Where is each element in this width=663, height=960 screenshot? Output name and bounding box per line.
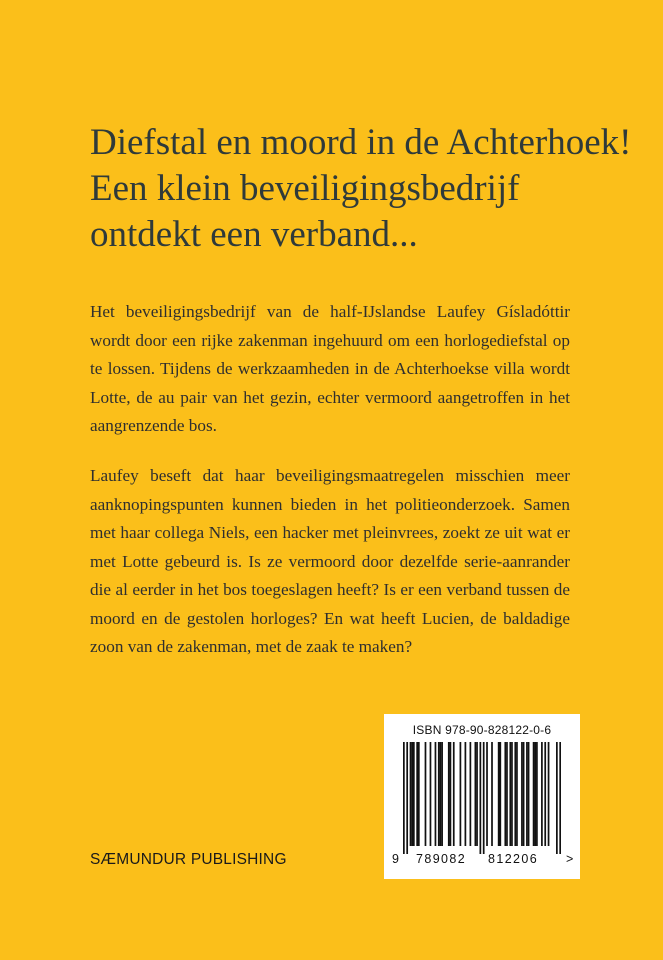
barcode-digits-left: 789082 xyxy=(416,852,467,866)
isbn-barcode-box xyxy=(384,714,580,879)
barcode-bar xyxy=(533,742,535,846)
barcode-bar xyxy=(511,742,513,846)
barcode-bar xyxy=(425,742,427,846)
barcode-bar xyxy=(504,742,506,846)
barcode-bar xyxy=(441,742,443,846)
barcode-bar xyxy=(435,742,437,846)
barcode-bar xyxy=(416,742,418,846)
barcode-bar xyxy=(491,742,493,846)
barcode-bar xyxy=(465,742,467,846)
headline-line-1: Diefstal en moord in de Achterhoek! xyxy=(90,122,632,163)
barcode-bar xyxy=(403,742,405,854)
barcode-bar xyxy=(470,742,472,846)
barcode-bar xyxy=(521,742,523,846)
barcode-arrow: > xyxy=(566,852,575,866)
barcode-bar xyxy=(559,742,561,854)
blurb-paragraph-2: Laufey beseft dat haar beveiligingsmaatregelen misschien meer aanknopingspunten kunnen bieden in het politieonderzoek. Samen met haar collega Niels, een hacker met pleinvrees, zoekt ze uit wat er met Lotte gebeurd is. Is ze vermoord door dezelfde serie-aanrander die al eerder in het bos toegeslagen heeft? Is er een verband tussen de moord en de gestolen horloges? En wat heeft Lucien, de baldadige zoon van de zakenman, met de zaak te maken? xyxy=(90,466,570,656)
barcode-bar xyxy=(523,742,525,846)
barcode-bar xyxy=(410,742,412,846)
barcode-bar xyxy=(448,742,450,846)
barcode-bar xyxy=(536,742,538,846)
barcode-icon xyxy=(403,742,561,854)
barcode-bar xyxy=(514,742,516,846)
barcode-bar xyxy=(460,742,462,846)
barcode-bar xyxy=(430,742,432,846)
headline-line-3: ontdekt een verband... xyxy=(90,214,418,255)
blurb-paragraph-1: Het beveiligingsbedrijf van de half-IJslandse Laufey Gísladóttir wordt door een rijke zakenman ingehuurd om een horlogediefstal op te lossen. Tijdens de werkzaamheden in de Achterhoekse villa wordt Lotte, de au pair van het gezin, echter vermoord aangetroffen in het aangrenzende bos. xyxy=(90,302,570,435)
barcode-bar xyxy=(480,742,482,854)
barcode-bar xyxy=(526,742,528,846)
barcode-bar xyxy=(450,742,452,846)
barcode-bar xyxy=(475,742,477,846)
barcode-bar xyxy=(411,742,413,846)
barcode-bar xyxy=(418,742,420,846)
barcode-bar xyxy=(556,742,558,854)
barcode-bar xyxy=(438,742,440,846)
barcode-bar xyxy=(544,742,546,846)
barcode-digits-right: 812206 xyxy=(488,852,539,866)
barcode-bar xyxy=(528,742,530,846)
headline-line-2: Een klein beveiligingsbedrijf xyxy=(90,168,520,209)
barcode-bar xyxy=(483,742,485,854)
barcode-bar xyxy=(509,742,511,846)
isbn-label: ISBN 978-90-828122-0-6 xyxy=(412,723,552,737)
barcode-bar xyxy=(453,742,455,846)
barcode-digit-first: 9 xyxy=(392,852,401,866)
barcode-bar xyxy=(498,742,500,846)
barcode-bar xyxy=(534,742,536,846)
barcode-bar xyxy=(413,742,415,846)
barcode-bar xyxy=(516,742,518,846)
headline xyxy=(90,120,630,258)
barcode-bar xyxy=(486,742,488,846)
barcode-bar xyxy=(541,742,543,846)
publisher-name: SÆMUNDUR PUBLISHING xyxy=(90,851,287,868)
barcode-bar xyxy=(548,742,550,846)
barcode-bar xyxy=(440,742,442,846)
barcode-bar xyxy=(499,742,501,846)
barcode-bar xyxy=(406,742,408,854)
barcode-bar xyxy=(476,742,478,846)
barcode-bar xyxy=(506,742,508,846)
